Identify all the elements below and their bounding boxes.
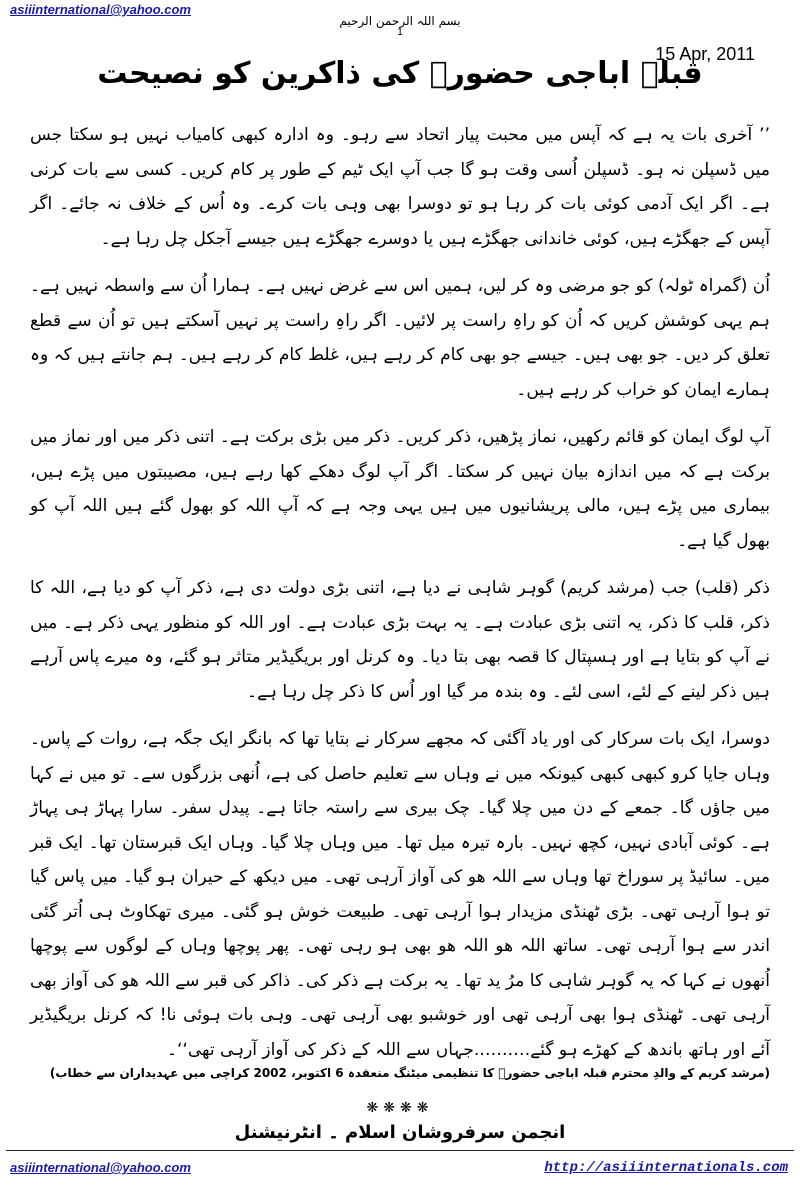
page-number: 1 xyxy=(397,27,403,38)
paragraph: ذکر (قلب) جب (مرشد کریم) گوہر شاہی نے دیا ہے، اتنی بڑی دولت دی ہے، ذکر آپ کو دیا ہے، اللہ کا ذکر، قلب کا ذکر، یہ اتنی بڑی عبادت ہے۔ یہ بہت بڑی عبادت ہے۔ اور اللہ کو منظور یہی ذکر ہے۔ میں نے آپ کو بتایا ہے اور ہسپتال کا قصہ بھی بتا دیا۔ وہ کرنل اور بریگیڈیر متاثر ہو گئے، وہ میرے پاس آرہے ہیں ذکر لینے کے لئے، اسی لئے۔ وہ بندہ مر گیا اور اُس کا ذکر چل رہا ہے۔ xyxy=(30,578,770,702)
page-title: قبلہ اباجی حضورؒ کی ذاکرین کو نصیحت xyxy=(97,56,703,91)
article-body xyxy=(30,118,770,1080)
paragraph: دوسرا، ایک بات سرکار کی اور یاد آگئی کہ مجھے سرکار نے بتایا تھا کہ بانگر ایک جگہ ہے، روات کے پاس۔ وہاں جایا کرو کبھی کبھی کیونکہ میں نے وہاں سے تعلیم حاصل کی ہے، اُنھی بزرگوں سے۔ تو میں نے کہا میں جاؤں گا۔ جمعے کے دن میں چلا گیا۔ چک بیری سے راستہ جاتا ہے۔ پیدل سفر۔ سارا پہاڑ ہی پہاڑ ہے۔ کوئی آبادی نہیں، کچھ نہیں۔ بارہ تیرہ میل تھا۔ میں وہاں چلا گیا۔ وہاں ایک قبرستان تھا۔ ایک قبر میں۔ سائیڈ پر سوراخ تھا وہاں سے اللہ ھو کی آواز آرہی تھی۔ میں دیکھ کے حیران ہو گیا۔ میں پاس گیا تو ہوا آرہی تھی۔ بڑی ٹھنڈی مزیدار ہوا آرہی تھی۔ طبیعت خوش ہو گئی۔ میری تھکاوٹ ہی اُتر گئی اندر سے ہوا آرہی تھی۔ ساتھ اللہ ھو اللہ ھو بھی ہو رہی تھی۔ پھر پوچھا وہاں کے لوگوں سے پوچھا اُنھوں نے کہا کہ یہ گوہر شاہی کا مرُ ید تھا۔ یہ برکت ہے ذکر کی۔ ذاکر کی قبر سے اللہ ھو کی آواز بھی آرہی تھی۔ ٹھنڈی ہوا بھی آرہی تھی اور خوشبو بھی آرہی تھی۔ وہی بات ہوئی نا! کہ کرنل بریگیڈیر آئے اور ہاتھ باندھ کے کھڑے ہو گئے……….جہاں سے اللہ کے ذکر کی آواز آرہی تھی‘‘۔ xyxy=(30,729,770,1060)
footer-email-link[interactable]: asiiinternational@yahoo.com xyxy=(10,1160,191,1175)
paragraph: اُن (گمراہ ٹولہ) کو جو مرضی وہ کر لیں، ہمیں اس سے غرض نہیں ہے۔ ہمارا اُن سے واسطہ نہیں ہے۔ ہم یہی کوشش کریں کہ اُن کو راہِ راست پر لائیں۔ اگر راہِ راست پر نہیں آسکتے ہیں تو اُن سے قطع تعلق کر دیں۔ جو بھی ہیں۔ جیسے جو بھی کام کر رہے ہیں، غلط کام کر رہے ہیں۔ ہم جانتے ہیں کہ وہ ہمارے ایمان کو خراب کر رہے ہیں۔ xyxy=(30,276,770,400)
footer-website-link[interactable]: http://asiiinternationals.com xyxy=(544,1160,788,1176)
source-citation: (مرشد کریم کے والدِ محترم قبلہ اباجی حضورؒ کا تنظیمی میٹنگ منعقدہ 6 اکتوبر، 2002 کراچی میں عہدیداران سے خطاب) xyxy=(49,1066,770,1080)
document-date: 15 Apr, 2011 xyxy=(655,44,755,64)
paragraph: آپ لوگ ایمان کو قائم رکھیں، نماز پڑھیں، ذکر کریں۔ ذکر میں بڑی برکت ہے۔ اتنی ذکر میں اور نماز میں برکت ہے کہ میں اندازہ بیان نہیں کر سکتا۔ اگر آپ لوگ دھکے کھا رہے ہیں، مصیبتوں میں پڑے ہیں، بیماری میں پڑے ہیں، مالی پریشانیوں میں ہیں یہی وجہ ہے کہ آپ اللہ کو بھول گئے ہیں اللہ آپ کو بھول گیا ہے۔ xyxy=(30,427,770,551)
paragraph: ’’ آخری بات یہ ہے کہ آپس میں محبت پیار اتحاد سے رہو۔ وہ ادارہ کبھی کامیاب نہیں ہو سکتا جس میں ڈسپلن نہ ہو۔ ڈسپلن اُسی وقت ہو گا جب آپ ایک ٹیم کے طور پر کام کریں۔ کسی سے بات کرنی ہے۔ اگر ایک آدمی کوئی بات کر رہا ہو تو دوسرا بھی وہی بات کرے۔ وہ اُس کے خلاف نہ جائے۔ اگر آپس کے جھگڑے ہیں، کوئی خاندانی جھگڑے ہیں یا دوسرے جھگڑے ہیں جیسے آجکل چل رہا ہے۔ xyxy=(30,125,770,249)
bismillah-heading: بسم اللہ الرحمن الرحیم xyxy=(339,14,461,28)
organization-name: انجمن سرفروشان اسلام ۔ انٹرنیشنل xyxy=(234,1122,566,1143)
header-email-link[interactable]: asiiinternational@yahoo.com xyxy=(10,2,191,17)
footer-divider xyxy=(6,1150,794,1151)
ornament-divider: ❋❋❋❋ xyxy=(366,1100,434,1116)
